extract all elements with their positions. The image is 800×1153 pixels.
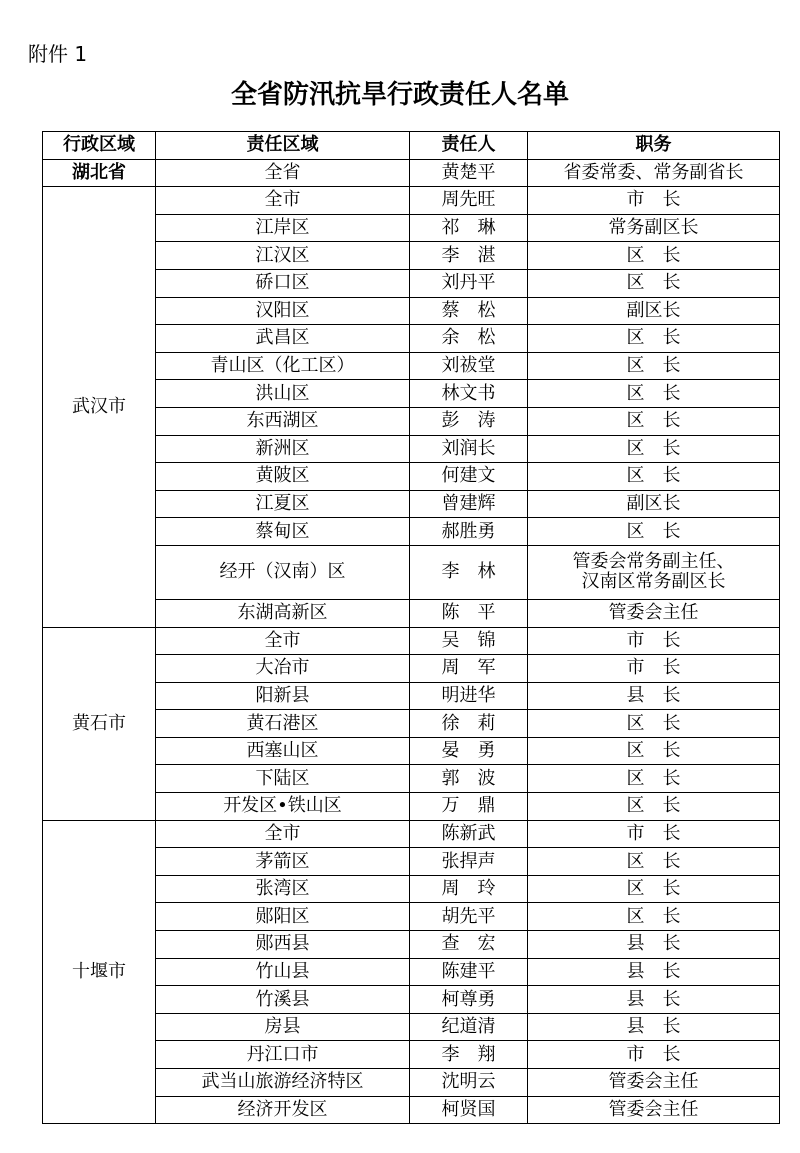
area-cell: 硚口区: [156, 269, 410, 297]
position-line: 汉南区常务副区长: [581, 571, 726, 593]
person-cell: 纪道清: [410, 1013, 528, 1041]
province-cell: 湖北省: [43, 159, 156, 187]
position-cell: 区 长: [528, 875, 780, 903]
person-cell: 查 宏: [410, 931, 528, 959]
person-cell: 何建文: [410, 463, 528, 491]
area-cell: 武昌区: [156, 325, 410, 353]
city-cell: 武汉市: [43, 187, 156, 627]
person-cell: 刘丹平: [410, 269, 528, 297]
area-cell: 茅箭区: [156, 848, 410, 876]
area-cell: 竹溪县: [156, 986, 410, 1014]
position-cell: 区 长: [528, 435, 780, 463]
position-cell: 区 长: [528, 737, 780, 765]
person-cell: 陈建平: [410, 958, 528, 986]
area-cell: 全市: [156, 627, 410, 655]
person-cell: 李 湛: [410, 242, 528, 270]
area-cell: 经济开发区: [156, 1096, 410, 1124]
attachment-label: 附件 1: [28, 42, 88, 66]
position-cell: 县 长: [528, 986, 780, 1014]
person-cell: 林文书: [410, 380, 528, 408]
city-cell: 十堰市: [43, 820, 156, 1124]
person-cell: 沈明云: [410, 1069, 528, 1097]
person-cell: 刘润长: [410, 435, 528, 463]
person-cell: 陈新武: [410, 820, 528, 848]
table-row: [43, 159, 780, 187]
person-cell: 柯尊勇: [410, 986, 528, 1014]
person-cell: 郭 波: [410, 765, 528, 793]
position-cell: 管委会主任: [528, 1069, 780, 1097]
person-cell: 李 翔: [410, 1041, 528, 1069]
person-cell: 张捍声: [410, 848, 528, 876]
person-cell: 祁 琳: [410, 214, 528, 242]
area-cell: 全省: [156, 159, 410, 187]
area-cell: 经开（汉南）区: [156, 545, 410, 599]
person-cell: 胡先平: [410, 903, 528, 931]
person-cell: 周 军: [410, 655, 528, 683]
table-row: [43, 627, 780, 655]
position-cell: 区 长: [528, 242, 780, 270]
position-cell: 区 长: [528, 518, 780, 546]
position-cell: 区 长: [528, 325, 780, 353]
city-cell: 黄石市: [43, 627, 156, 820]
position-cell: 县 长: [528, 682, 780, 710]
area-cell: 东西湖区: [156, 407, 410, 435]
person-cell: 陈 平: [410, 599, 528, 627]
position-cell: 管委会主任: [528, 599, 780, 627]
position-cell: 县 长: [528, 931, 780, 959]
person-cell: 万 鼎: [410, 793, 528, 821]
position-cell: 区 长: [528, 352, 780, 380]
position-cell: 市 长: [528, 820, 780, 848]
area-cell: 房县: [156, 1013, 410, 1041]
area-cell: 江汉区: [156, 242, 410, 270]
position-cell: 区 长: [528, 463, 780, 491]
area-cell: 江岸区: [156, 214, 410, 242]
position-cell: 副区长: [528, 490, 780, 518]
position-cell: 县 长: [528, 958, 780, 986]
person-cell: 刘祓堂: [410, 352, 528, 380]
table-header-row: [43, 132, 780, 160]
position-cell: 市 长: [528, 655, 780, 683]
header-position: 职务: [528, 132, 780, 160]
person-cell: 余 松: [410, 325, 528, 353]
position-cell: 市 长: [528, 627, 780, 655]
person-cell: 曾建辉: [410, 490, 528, 518]
position-cell: 县 长: [528, 1013, 780, 1041]
area-cell: 郧西县: [156, 931, 410, 959]
area-cell: 西塞山区: [156, 737, 410, 765]
person-cell: 彭 涛: [410, 407, 528, 435]
table-row: [43, 187, 780, 215]
position-cell: 常务副区长: [528, 214, 780, 242]
position-cell: 区 长: [528, 848, 780, 876]
area-cell: 洪山区: [156, 380, 410, 408]
area-cell: 汉阳区: [156, 297, 410, 325]
area-cell: 新洲区: [156, 435, 410, 463]
position-cell: [528, 545, 780, 599]
table-row: [43, 820, 780, 848]
position-cell: 区 长: [528, 903, 780, 931]
person-cell: 郝胜勇: [410, 518, 528, 546]
position-cell: 区 长: [528, 710, 780, 738]
area-cell: 黄陂区: [156, 463, 410, 491]
area-cell: 开发区•铁山区: [156, 793, 410, 821]
position-cell: 市 长: [528, 187, 780, 215]
header-area: 责任区域: [156, 132, 410, 160]
person-cell: 晏 勇: [410, 737, 528, 765]
area-cell: 江夏区: [156, 490, 410, 518]
person-cell: 明进华: [410, 682, 528, 710]
person-cell: 黄楚平: [410, 159, 528, 187]
header-region: 行政区域: [43, 132, 156, 160]
person-cell: 李 林: [410, 545, 528, 599]
person-cell: 蔡 松: [410, 297, 528, 325]
area-cell: 全市: [156, 187, 410, 215]
position-cell: 区 长: [528, 765, 780, 793]
area-cell: 丹江口市: [156, 1041, 410, 1069]
person-cell: 周 玲: [410, 875, 528, 903]
position-cell: 区 长: [528, 380, 780, 408]
person-cell: 周先旺: [410, 187, 528, 215]
person-cell: 徐 莉: [410, 710, 528, 738]
area-cell: 下陆区: [156, 765, 410, 793]
position-line: 管委会常务副主任、: [572, 551, 735, 573]
page-title: 全省防汛抗旱行政责任人名单: [230, 80, 569, 110]
header-person: 责任人: [410, 132, 528, 160]
position-cell: 市 长: [528, 1041, 780, 1069]
area-cell: 张湾区: [156, 875, 410, 903]
person-cell: 吴 锦: [410, 627, 528, 655]
area-cell: 蔡甸区: [156, 518, 410, 546]
area-cell: 大冶市: [156, 655, 410, 683]
area-cell: 郧阳区: [156, 903, 410, 931]
responsibility-table: [42, 131, 780, 1124]
position-cell: 省委常委、常务副省长: [528, 159, 780, 187]
area-cell: 青山区（化工区）: [156, 352, 410, 380]
position-cell: 区 长: [528, 793, 780, 821]
position-cell: 区 长: [528, 407, 780, 435]
position-cell: 区 长: [528, 269, 780, 297]
position-cell: 管委会主任: [528, 1096, 780, 1124]
area-cell: 全市: [156, 820, 410, 848]
area-cell: 东湖高新区: [156, 599, 410, 627]
area-cell: 黄石港区: [156, 710, 410, 738]
area-cell: 武当山旅游经济特区: [156, 1069, 410, 1097]
area-cell: 阳新县: [156, 682, 410, 710]
person-cell: 柯贤国: [410, 1096, 528, 1124]
area-cell: 竹山县: [156, 958, 410, 986]
position-cell: 副区长: [528, 297, 780, 325]
